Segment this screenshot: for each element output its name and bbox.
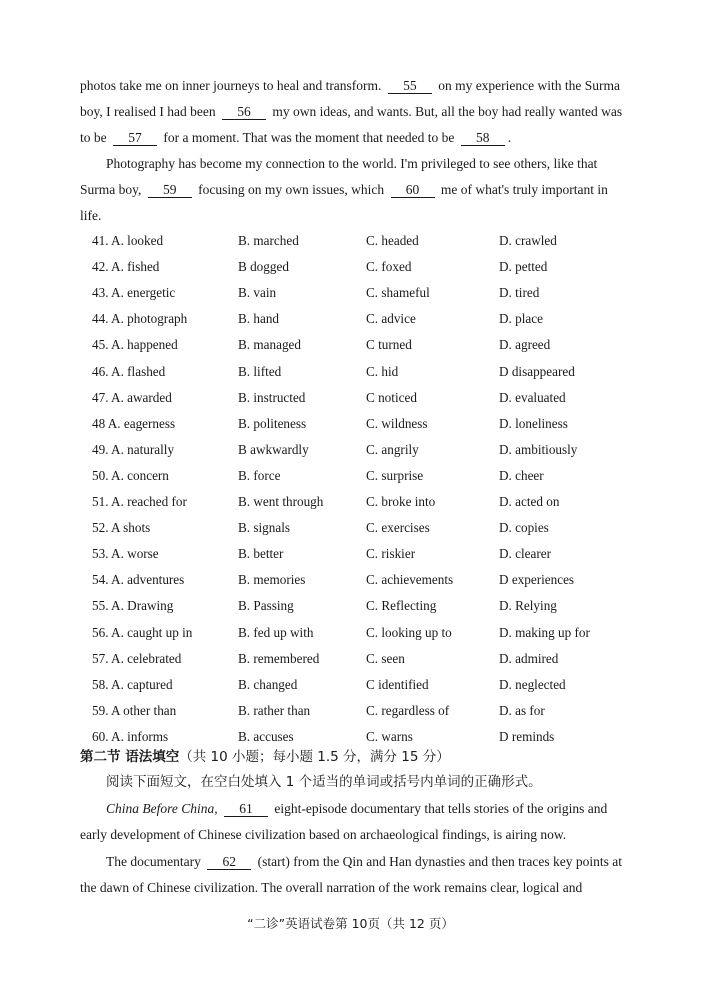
- option-d: D. clearer: [499, 546, 551, 562]
- option-c: C. angrily: [366, 441, 419, 457]
- option-c: C. foxed: [366, 259, 412, 275]
- blank-60: 60: [391, 182, 435, 198]
- option-a: 57. A. celebrated: [92, 650, 182, 666]
- option-c: C. seen: [366, 650, 405, 666]
- option-b: B. better: [238, 546, 284, 562]
- option-d: D. agreed: [499, 337, 551, 353]
- option-d: D. making up for: [499, 624, 590, 640]
- option-b: B. politeness: [238, 415, 307, 431]
- option-a: 49. A. naturally: [92, 441, 175, 457]
- passage-line: [106, 800, 615, 818]
- option-b: B. managed: [238, 337, 301, 353]
- passage-text: on my experience with the Surma: [438, 78, 621, 93]
- section-meta: （共 10 小题；每小题 1.5 分，满分 15 分）: [179, 749, 450, 765]
- passage-line: [80, 181, 615, 199]
- blank-62: 62: [207, 854, 251, 870]
- option-c: C noticed: [366, 389, 417, 405]
- passage-line: to be 57 for a moment. That was the moment that needed to be 58 .: [80, 130, 512, 145]
- blank-61: 61: [224, 801, 268, 817]
- option-a: 50. A. concern: [92, 467, 169, 483]
- page-footer: “二诊”英语试卷第 10页（共 12 页）: [247, 916, 454, 931]
- option-c: C. surprise: [366, 467, 424, 483]
- option-b: B dogged: [238, 259, 289, 275]
- option-b: B. memories: [238, 572, 306, 588]
- passage-text: focusing on my own issues, which: [198, 182, 385, 197]
- option-a: 53. A. worse: [92, 546, 159, 562]
- option-d: D. neglected: [499, 676, 566, 692]
- option-c: C. advice: [366, 311, 416, 327]
- option-d: D. place: [499, 311, 543, 327]
- option-c: C. Reflecting: [366, 598, 437, 614]
- passage-text: photos take me on inner journeys to heal and transform.: [80, 78, 382, 93]
- passage-text: my own ideas, and wants. But, all the boy had really wanted was: [272, 104, 623, 119]
- option-b: B. fed up with: [238, 624, 314, 640]
- option-b: B. accuses: [238, 728, 294, 744]
- option-b: B. remembered: [238, 650, 320, 666]
- option-d: D. crawled: [499, 233, 557, 248]
- passage-text: me of what's truly important in: [440, 182, 608, 197]
- passage-text: Photography has become my connection to the world. I'm privileged to see others, like that: [106, 156, 598, 171]
- option-b: B. rather than: [238, 702, 311, 718]
- option-d: D. acted on: [499, 494, 560, 509]
- option-a: 45. A. happened: [92, 337, 178, 353]
- option-a: 46. A. flashed: [92, 363, 166, 379]
- option-a: 55. A. Drawing: [92, 598, 174, 614]
- option-c: C. broke into: [366, 494, 436, 509]
- option-c: C. shameful: [366, 285, 430, 301]
- option-b: B. went through: [238, 494, 324, 509]
- option-a: 47. A. awarded: [92, 389, 172, 405]
- option-c: C. wildness: [366, 415, 428, 431]
- option-d: D reminds: [499, 728, 555, 744]
- option-d: D. copies: [499, 520, 549, 536]
- passage-text: the dawn of Chinese civilization. The overall narration of the work remains clear, logical and: [80, 880, 583, 895]
- option-d: D. tired: [499, 285, 540, 301]
- passage-line: [80, 826, 615, 844]
- option-d: D. as for: [499, 702, 545, 718]
- option-b: B. lifted: [238, 363, 282, 379]
- passage-text: eight-episode documentary that tells stories of the origins and: [274, 801, 608, 816]
- passage-line: [80, 207, 615, 225]
- passage-text: (start) from the Qin and Han dynasties and then traces key points at: [257, 854, 622, 869]
- blank-56: 56: [222, 104, 266, 120]
- documentary-title: China Before China,: [106, 801, 218, 816]
- option-d: D. petted: [499, 259, 548, 275]
- option-b: B. Passing: [238, 598, 294, 614]
- passage-line: [80, 879, 615, 897]
- option-c: C. regardless of: [366, 702, 450, 718]
- option-b: B awkwardly: [238, 441, 309, 457]
- passage-text: Surma boy,: [80, 182, 142, 197]
- passage-text: The documentary: [106, 854, 201, 869]
- option-a: 60. A. informs: [92, 728, 169, 744]
- option-b: B. hand: [238, 311, 280, 327]
- passage-text: life.: [80, 208, 102, 223]
- option-a: 58. A. captured: [92, 676, 173, 692]
- passage-line: [80, 103, 623, 121]
- option-b: B. signals: [238, 520, 291, 536]
- option-b: B. changed: [238, 676, 298, 692]
- passage-text: boy, I realised I had been: [80, 104, 216, 119]
- option-c: C. hid: [366, 363, 399, 379]
- blank-55: 55: [388, 78, 432, 94]
- blank-58: 58: [461, 130, 505, 146]
- option-c: C. exercises: [366, 520, 430, 536]
- option-d: D experiences: [499, 572, 575, 588]
- section-title: 第二节 语法填空: [80, 749, 180, 765]
- option-a: 48 A. eagerness: [92, 415, 176, 431]
- option-d: D disappeared: [499, 363, 575, 379]
- passage-text: early development of Chinese civilization based on archaeological findings, is airing now.: [80, 827, 567, 842]
- option-a: 52. A shots: [92, 520, 151, 536]
- passage-text: for a moment. That was the moment that needed to be: [163, 130, 455, 145]
- option-a: 56. A. caught up in: [92, 624, 193, 640]
- option-b: B. vain: [238, 285, 277, 301]
- option-b: B. marched: [238, 233, 299, 248]
- option-a: 42. A. fished: [92, 259, 160, 275]
- passage-line: [80, 77, 621, 95]
- section-instruction: 阅读下面短文，在空白处填入 1 个适当的单词或括号内单词的正确形式。: [106, 774, 542, 790]
- option-a: 59. A other than: [92, 702, 177, 718]
- option-c: C identified: [366, 676, 429, 692]
- option-d: D. loneliness: [499, 415, 568, 431]
- passage-text: to be: [80, 130, 107, 145]
- blank-59: 59: [148, 182, 192, 198]
- option-d: D. Relying: [499, 598, 557, 614]
- passage-line: [106, 155, 615, 173]
- option-c: C. headed: [366, 233, 419, 248]
- option-d: D. cheer: [499, 467, 544, 483]
- option-a: 51. A. reached for: [92, 494, 187, 509]
- option-a: 54. A. adventures: [92, 572, 185, 588]
- option-c: C. riskier: [366, 546, 416, 562]
- option-a: 41. A. looked: [92, 233, 164, 248]
- option-c: C. warns: [366, 728, 413, 744]
- option-a: 44. A. photograph: [92, 311, 188, 327]
- option-c: C. looking up to: [366, 624, 452, 640]
- passage-line: [106, 853, 622, 871]
- option-c: C turned: [366, 337, 412, 353]
- blank-57: 57: [113, 130, 157, 146]
- option-d: D. ambitiously: [499, 441, 578, 457]
- option-d: D. admired: [499, 650, 559, 666]
- option-c: C. achievements: [366, 572, 454, 588]
- option-d: D. evaluated: [499, 389, 566, 405]
- option-a: 43. A. energetic: [92, 285, 176, 301]
- section-heading: [80, 748, 450, 766]
- option-b: B. instructed: [238, 389, 306, 405]
- option-b: B. force: [238, 467, 281, 483]
